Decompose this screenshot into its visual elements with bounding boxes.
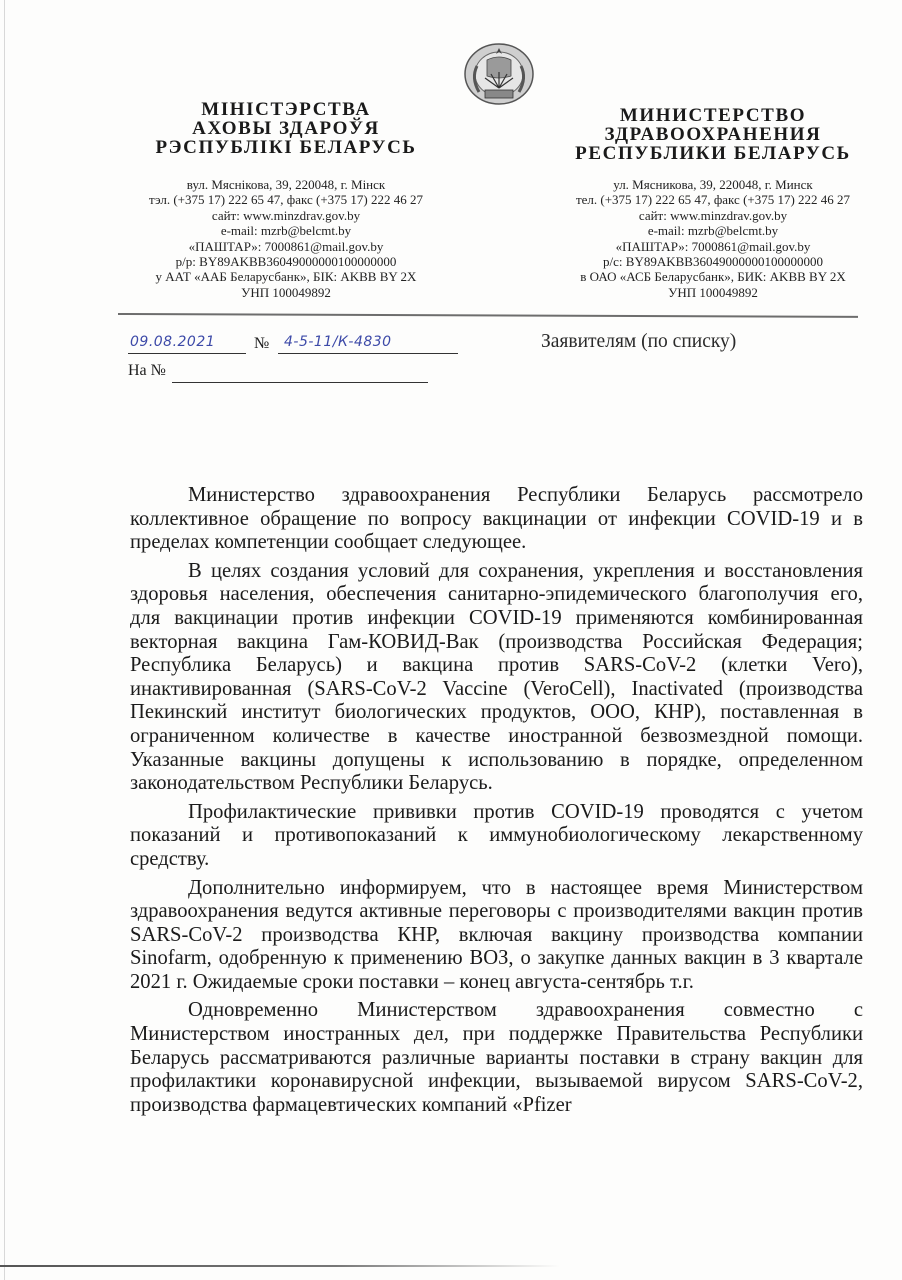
handwritten-date: 09.08.2021 — [130, 334, 216, 350]
number-label: № — [254, 335, 270, 352]
bank-name: у ААТ «ААБ Беларусбанк», БІК: AKBB BY 2X — [155, 269, 417, 285]
letter-body — [130, 484, 863, 1122]
contact-details-belarusian — [126, 177, 446, 300]
title-line: РЭСПУБЛІКІ БЕЛАРУСЬ — [155, 137, 417, 158]
header-belarusian — [126, 100, 446, 300]
website: сайт: www.minzdrav.gov.by — [211, 207, 361, 223]
ministry-name-belarusian — [126, 100, 446, 157]
paragraph: Одновременно Министерством здравоохранения совместно с Министерством иностранных дел, при поддержке Правительства Республики Беларусь рассматриваются различные варианты поставки в страну вакцин для профилактики коронавирусной инфекции, вызываемой вирусом SARS-CoV-2, производства фармацевтических компаний «Pfizer — [130, 999, 863, 1116]
registration-line — [124, 333, 464, 355]
contact-details-russian — [548, 177, 878, 300]
reference-line — [124, 360, 434, 382]
email: e-mail: mzrb@belcmt.by — [220, 223, 352, 239]
outgoing-date-field — [128, 333, 246, 354]
paragraph: Дополнительно информируем, что в настоящее время Министерством здравоохранения ведутся активные переговоры с производителями вакцин против SARS-CoV-2 производства КНР, включая вакцину производства компании Sinofarm, одобренную к применению ВОЗ, о закупке данных вакцин в 3 квартале 2021 г. Ожидаемые сроки поставки – конец августа-сентябрь т.г. — [130, 876, 863, 993]
header-russian — [548, 106, 878, 300]
reference-label: На № — [128, 362, 166, 379]
outgoing-number-field — [278, 333, 458, 354]
title-line: РЕСПУБЛИКИ БЕЛАРУСЬ — [575, 143, 851, 164]
title-line: ЗДРАВООХРАНЕНИЯ — [604, 124, 822, 145]
phone-fax: тэл. (+375 17) 222 65 47, факс (+375 17) 222 46 27 — [148, 192, 424, 208]
bank-name: в ОАО «АСБ Беларусбанк», БИК: AKBB BY 2X — [580, 269, 846, 285]
pashtar-email: «ПАШТАР»: 7000861@mail.gov.by — [615, 238, 811, 254]
ministry-name-russian — [548, 106, 878, 163]
bank-account: р/с: BY89AKBB36049000000100000000 — [603, 254, 823, 270]
paragraph: В целях создания условий для сохранения, укрепления и восстановления здоровья населения, обеспечения санитарно-эпидемического благополучия его, для вакцинации против инфекции COVID-19 применяются комбинированная векторная вакцина Гам-КОВИД-Вак (производства Российская Федерация; Республика Беларусь) и вакцина против SARS-CoV-2 (клетки Vero), инактивированная (SARS-CoV-2 Vaccine (VeroCell), Inactivated (производства Пекинский институт биологических продуктов, ООО, КНР), поставленная в ограниченном количестве в качестве иностранной безвозмездной помощи. Указанные вакцины допущены к использованию в порядке, определенном законодательством Республики Беларусь. — [130, 559, 863, 795]
page-edge — [4, 0, 5, 1280]
addressee: Заявителям (по списку) — [541, 331, 737, 352]
phone-fax: тел. (+375 17) 222 65 47, факс (+375 17) 222 46 27 — [575, 192, 851, 208]
title-line: АХОВЫ ЗДАРОЎЯ — [192, 118, 380, 139]
email: e-mail: mzrb@belcmt.by — [647, 223, 779, 239]
handwritten-number: 4-5-11/К-4830 — [284, 334, 392, 350]
title-line: МІНІСТЭРСТВА — [201, 99, 371, 120]
state-emblem-icon — [459, 38, 539, 106]
paragraph: Профилактические прививки против COVID-19 проводятся с учетом показаний и противопоказаний к иммунобиологическому лекарственному средству. — [130, 800, 863, 870]
bank-account: р/р: BY89AKBB36049000000100000000 — [175, 254, 397, 270]
taxpayer-id: УНП 100049892 — [241, 284, 331, 300]
address: ул. Мясникова, 39, 220048, г. Минск — [613, 177, 813, 192]
taxpayer-id: УНП 100049892 — [668, 284, 758, 300]
reference-number-field — [172, 360, 428, 383]
pashtar-email: «ПАШТАР»: 7000861@mail.gov.by — [188, 238, 384, 254]
page-bottom-edge — [0, 1265, 560, 1267]
header-divider — [118, 313, 858, 318]
title-line: МИНИСТЕРСТВО — [619, 105, 807, 126]
website: сайт: www.minzdrav.gov.by — [638, 207, 788, 223]
address: вул. Мяснікова, 39, 220048, г. Мінск — [186, 177, 386, 192]
paragraph: Министерство здравоохранения Республики Беларусь рассмотрело коллективное обращение по вопросу вакцинации от инфекции COVID-19 и в пределах компетенции сообщает следующее. — [130, 484, 863, 554]
